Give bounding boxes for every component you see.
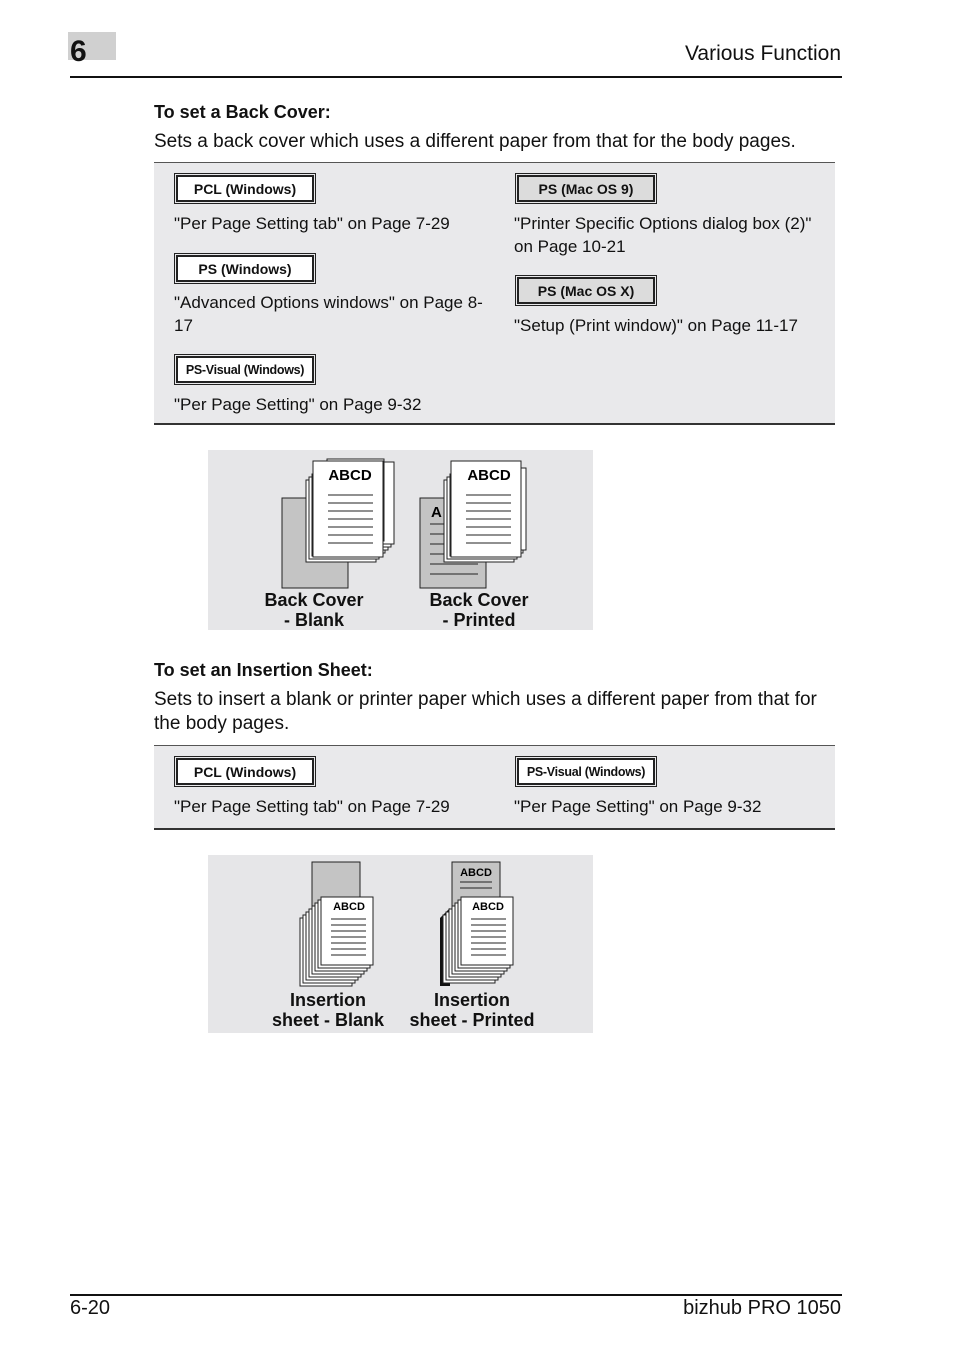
ps-visual-windows-badge: PS-Visual (Windows) [176,356,314,383]
back-cover-figure [208,450,593,630]
insertion-blank-caption: Insertion sheet - Blank [271,990,385,1030]
ps-mac-os-x-reference[interactable]: "Setup (Print window)" on Page 11-17 [514,316,798,335]
insertion-sheet-reference-panel [154,745,835,830]
ps-mac-os-x-badge: PS (Mac OS X) [517,277,655,304]
page-number: 6-20 [70,1297,111,1319]
insertion-sheet-heading: To set an Insertion Sheet: [154,660,373,680]
blank-stack-page-label: ABCD [328,467,372,484]
pcl-windows-reference[interactable]: "Per Page Setting tab" on Page 7-29 [174,214,450,233]
back-cover-heading: To set a Back Cover: [154,102,331,122]
chapter-number: 6 [70,35,87,68]
footer-rule [70,1294,842,1296]
ps-windows-badge: PS (Windows) [176,255,314,282]
back-cover-description: Sets a back cover which uses a different paper from that for the body pages. [154,131,796,152]
insertion-ps-visual-windows-reference[interactable]: "Per Page Setting" on Page 9-32 [514,797,762,816]
section-title: Various Function [684,42,841,65]
printed-cover-partial-label: A [431,504,442,521]
ps-windows-reference[interactable]: "Advanced Options windows" on Page 8-17 [174,293,483,335]
back-cover-reference-panel [154,162,835,425]
insertion-pcl-windows-reference[interactable]: "Per Page Setting tab" on Page 7-29 [174,797,450,816]
back-cover-printed-caption: Back Cover - Printed [429,590,529,630]
product-name: bizhub PRO 1050 [683,1297,841,1319]
header-rule [70,76,842,78]
insertion-printed-caption: Insertion sheet - Printed [409,990,535,1030]
ps-visual-windows-reference[interactable]: "Per Page Setting" on Page 9-32 [174,395,422,414]
insertion-ps-visual-windows-badge: PS-Visual (Windows) [517,758,655,785]
insertion-pcl-windows-badge: PCL (Windows) [176,758,314,785]
ps-mac-os-9-badge: PS (Mac OS 9) [517,175,655,202]
insertion-sheet-description: Sets to insert a blank or printer paper which uses a different paper from that for the body pages. [154,689,817,734]
insertion-sheet-figure [208,855,593,1033]
pcl-windows-badge: PCL (Windows) [176,175,314,202]
blank-insertion-page-label: ABCD [333,901,365,913]
printed-insertion-page-label: ABCD [472,901,504,913]
printed-insertion-sheet-label: ABCD [460,867,492,879]
back-cover-blank-caption: Back Cover - Blank [264,590,364,630]
printed-stack-page-label: ABCD [467,467,511,484]
ps-mac-os-9-reference[interactable]: "Printer Specific Options dialog box (2)" on Page 10-21 [514,214,812,256]
